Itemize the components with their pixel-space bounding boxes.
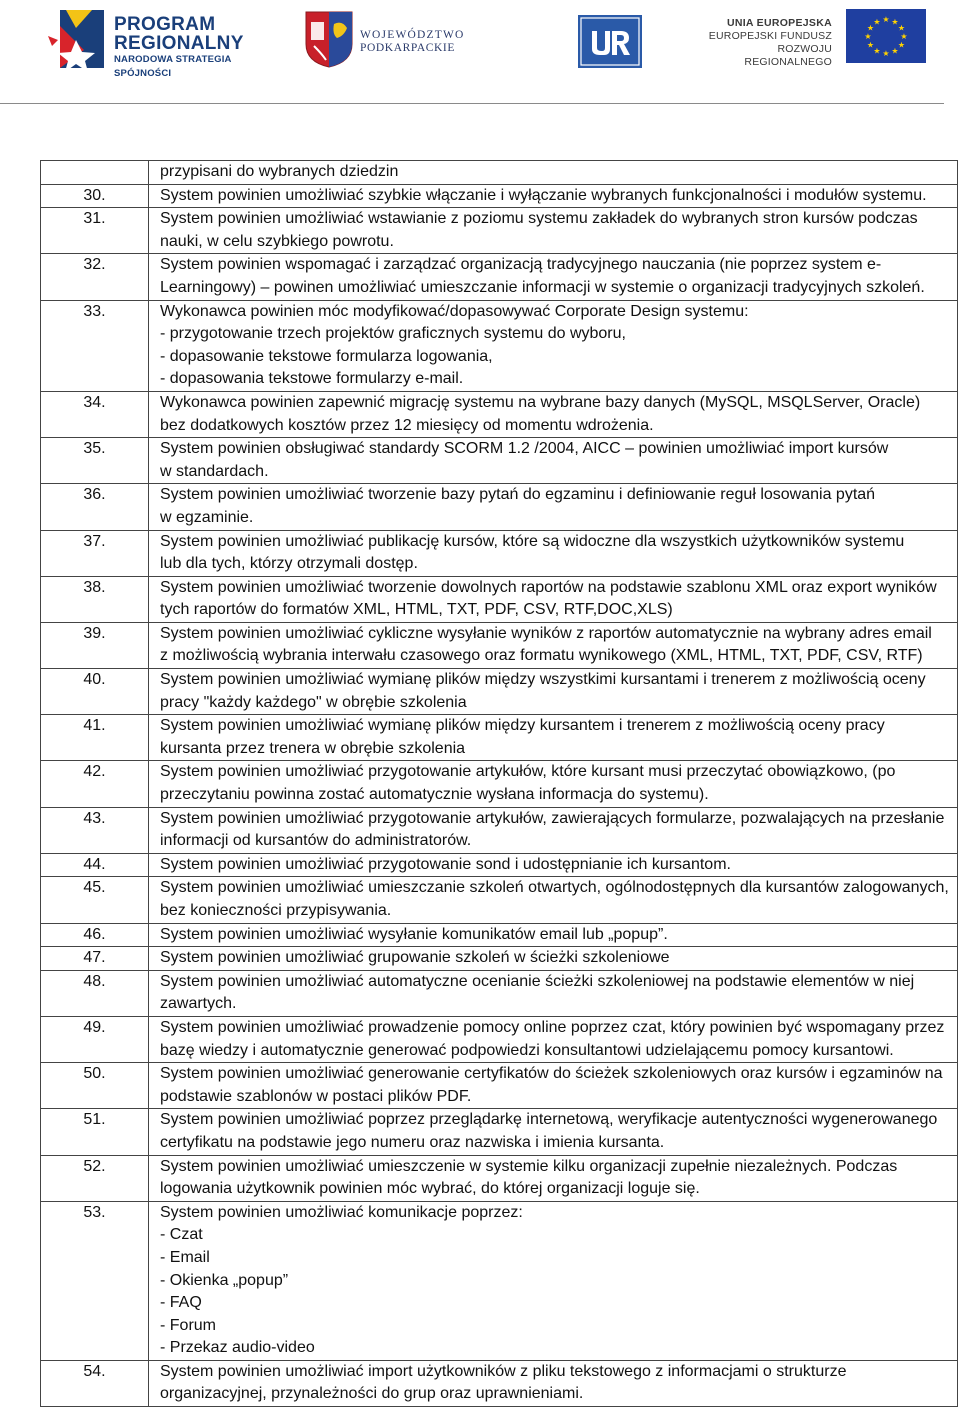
requirement-text	[149, 484, 958, 530]
requirement-text-line: System powinien obsługiwać standardy SCORM 1.2 /2004, AICC – powinien umożliwiać import kursów	[160, 440, 889, 458]
requirement-text	[149, 761, 958, 807]
requirement-text-line: podstawie szablonów w postaci plików PDF.	[160, 1087, 472, 1105]
eu-flag-icon	[846, 9, 926, 63]
requirement-text-line: - dopasowanie tekstowe formularza logowania,	[160, 347, 493, 365]
requirement-text-line: zawartych.	[160, 995, 237, 1013]
svg-text:★: ★	[897, 23, 906, 33]
svg-text:★: ★	[891, 17, 899, 27]
requirement-text-line: nauki, w celu szybkiego powrotu.	[160, 232, 394, 250]
requirement-number: 52.	[41, 1155, 149, 1201]
requirement-row	[41, 391, 958, 437]
requirement-number: 39.	[41, 622, 149, 668]
requirement-number: 49.	[41, 1016, 149, 1062]
requirement-text	[149, 877, 958, 923]
requirement-text	[149, 853, 958, 877]
requirement-text	[149, 1063, 958, 1109]
requirement-text-line: System powinien umożliwiać przygotowanie artykułów, zawierających formularze, pozwalających na przesłanie	[160, 809, 945, 827]
requirement-number: 40.	[41, 669, 149, 715]
requirement-text-line: organizacyjnej, przynależności do grup oraz uprawnieniami.	[160, 1385, 584, 1403]
requirement-text-line: Learningowy) – powinen umożliwiać umieszczanie informacji w systemie o organizacji tradycyjnych szkoleń.	[160, 278, 925, 296]
requirement-text-line: w standardach.	[160, 462, 269, 480]
requirement-text	[149, 300, 958, 391]
eu-logo-line2: EUROPEJSKI FUNDUSZ	[708, 30, 832, 42]
requirement-number: 51.	[41, 1109, 149, 1155]
requirement-number: 48.	[41, 970, 149, 1016]
requirement-text	[149, 715, 958, 761]
requirement-text	[149, 1109, 958, 1155]
requirement-row	[41, 853, 958, 877]
requirement-number: 33.	[41, 300, 149, 391]
requirement-text	[149, 576, 958, 622]
requirement-text-line: - FAQ	[160, 1294, 202, 1312]
requirement-text-line: certyfikatu na podstawie jego numeru oraz nazwiska i imienia kursanta.	[160, 1133, 665, 1151]
requirement-text-line: logowania użytkownik powinien móc wybrać, do której organizacji loguje się.	[160, 1180, 700, 1198]
requirement-row	[41, 576, 958, 622]
requirement-row	[41, 161, 958, 185]
requirement-text-line: System powinien umożliwiać grupowanie szkoleń w ścieżki szkoleniowe	[160, 949, 670, 967]
requirement-text-line: System powinien umożliwiać wysyłanie komunikatów email lub „popup”.	[160, 925, 668, 943]
requirement-row	[41, 530, 958, 576]
requirement-number: 54.	[41, 1360, 149, 1406]
requirement-row	[41, 254, 958, 300]
program-regionalny-logo	[46, 6, 276, 79]
requirement-number	[41, 161, 149, 185]
requirement-text-line: Wykonawca powinien zapewnić migrację systemu na wybrane bazy danych (MySQL, MSQLServer, Oracle)	[160, 393, 921, 411]
requirement-row	[41, 622, 958, 668]
requirement-text-line: System powinien umożliwiać umieszczenie w systemie kilku organizacji zupełnie niezależnych. Podczas	[160, 1157, 898, 1175]
requirement-number: 36.	[41, 484, 149, 530]
requirement-text-line: System powinien umożliwiać tworzenie bazy pytań do egzaminu i definiowanie reguł losowania pytań	[160, 486, 876, 504]
wojewodztwo-podkarpackie-logo	[304, 10, 474, 70]
requirement-row	[41, 484, 958, 530]
requirement-text	[149, 923, 958, 947]
requirement-text	[149, 254, 958, 300]
requirement-row	[41, 947, 958, 971]
svg-text:★: ★	[882, 49, 890, 58]
requirement-text-line: pracy "każdy każdego" w obrębie szkolenia	[160, 693, 467, 711]
requirement-row	[41, 1201, 958, 1360]
requirement-row	[41, 761, 958, 807]
requirement-text-line: System powinien umożliwiać przygotowanie artykułów, które kursant musi przeczytać obowiązkowo, (po	[160, 763, 896, 781]
requirement-text-line: tych raportów do formatów XML, HTML, TXT, PDF, CSV, RTF,DOC,XLS)	[160, 601, 673, 619]
requirement-text	[149, 161, 958, 185]
requirement-number: 30.	[41, 184, 149, 208]
requirement-text	[149, 807, 958, 853]
requirement-text-line: - dopasowania tekstowe formularzy e-mail.	[160, 370, 464, 388]
ur-university-icon	[578, 15, 642, 68]
svg-text:★: ★	[882, 15, 890, 24]
requirement-text-line: przypisani do wybranych dziedzin	[160, 163, 399, 180]
requirement-text-line: - przygotowanie trzech projektów graficznych systemu do wyboru,	[160, 325, 626, 343]
requirement-row	[41, 669, 958, 715]
requirement-text	[149, 208, 958, 254]
requirement-text-line: System powinien wspomagać i zarządzać organizacją tradycyjnego nauczania (nie poprzez system e-	[160, 256, 882, 274]
eu-logo-line1: UNIA EUROPEJSKA	[726, 17, 832, 29]
requirement-text-line: System powinien umożliwiać umieszczanie szkoleń otwartych, ogólnodostępnych dla kursantów zalogowanych,	[160, 879, 949, 897]
requirement-text-line: kursanta przez trenera w obrębie szkolenia	[160, 739, 466, 757]
requirement-text	[149, 1155, 958, 1201]
svg-text:★: ★	[866, 23, 875, 33]
requirement-text-line: przeczytaniu powinna zostać automatycznie wysłana informacja do systemu).	[160, 786, 709, 804]
requirement-text-line: bazę wiedzy i automatycznie generować podpowiedzi konsultantowi udzielającemu pomocy kursantowi.	[160, 1041, 894, 1059]
requirement-row	[41, 1109, 958, 1155]
requirement-row	[41, 1063, 958, 1109]
requirement-row	[41, 184, 958, 208]
program-logo-line1: PROGRAM	[114, 14, 216, 35]
requirements-table-body	[41, 161, 958, 1407]
requirement-text	[149, 184, 958, 208]
requirement-row	[41, 877, 958, 923]
svg-text:★: ★	[873, 17, 881, 27]
requirement-text-line: informacji od kursantów do administratorów.	[160, 832, 472, 850]
requirement-text-line: Wykonawca powinien móc modyfikować/dopasowywać Corporate Design systemu:	[160, 302, 749, 320]
requirement-row	[41, 1360, 958, 1406]
university-logo	[578, 15, 642, 68]
requirement-text-line: System powinien umożliwiać publikację kursów, które są widoczne dla wszystkich użytkowników systemu	[160, 532, 905, 550]
requirement-text-line: System powinien umożliwiać przygotowanie sond i udostępnianie ich kursantom.	[160, 855, 731, 873]
requirement-text	[149, 622, 958, 668]
voivodeship-logo-line2: PODKARPACKIE	[360, 42, 455, 54]
program-logo-line3: NARODOWA STRATEGIA SPÓJNOŚCI	[114, 54, 232, 79]
requirement-number: 43.	[41, 807, 149, 853]
requirement-text-line: System powinien umożliwiać poprzez przeglądarkę internetową, weryfikacje autentyczności wygenerowanego	[160, 1111, 938, 1129]
requirement-number: 44.	[41, 853, 149, 877]
requirement-text-line: - Przekaz audio-video	[160, 1339, 315, 1357]
requirement-row	[41, 208, 958, 254]
header-divider	[0, 103, 944, 104]
requirement-row	[41, 300, 958, 391]
requirement-number: 35.	[41, 438, 149, 484]
requirement-text-line: z możliwością wybrania interwału czasowego oraz formatu wynikowego (XML, HTML, TXT, PDF, CSV, RTF)	[160, 647, 923, 665]
requirements-table	[40, 160, 958, 1407]
requirement-text-line: - Email	[160, 1248, 210, 1266]
requirement-row	[41, 970, 958, 1016]
requirement-text-line: lub dla tych, którzy otrzymali dostęp.	[160, 555, 418, 573]
requirement-number: 46.	[41, 923, 149, 947]
requirement-text	[149, 970, 958, 1016]
requirement-number: 38.	[41, 576, 149, 622]
requirement-text	[149, 391, 958, 437]
requirement-text-line: - Czat	[160, 1226, 203, 1244]
requirement-row	[41, 715, 958, 761]
requirement-text	[149, 669, 958, 715]
requirement-row	[41, 1155, 958, 1201]
requirement-text-line: System powinien umożliwiać cykliczne wysyłanie wyników z raportów automatycznie na wybrany adres email	[160, 624, 932, 642]
logo-header	[0, 0, 960, 104]
requirement-text-line: - Okienka „popup”	[160, 1271, 289, 1289]
requirement-number: 31.	[41, 208, 149, 254]
svg-text:★: ★	[864, 32, 872, 41]
requirement-row	[41, 923, 958, 947]
svg-text:★: ★	[897, 40, 906, 50]
requirement-text	[149, 1201, 958, 1360]
coat-of-arms-icon	[304, 10, 354, 68]
requirement-text-line: System powinien umożliwiać tworzenie dowolnych raportów na podstawie szablonu XML oraz export wyników	[160, 578, 937, 596]
svg-text:★: ★	[900, 32, 908, 41]
svg-text:★: ★	[873, 46, 881, 56]
requirement-number: 47.	[41, 947, 149, 971]
requirement-text-line: System powinien umożliwiać wymianę plików między kursantem i trenerem z możliwością oceny pracy	[160, 717, 885, 735]
requirement-text-line: - Forum	[160, 1316, 216, 1334]
svg-text:★: ★	[891, 46, 899, 56]
requirement-text-line: System powinien umożliwiać generowanie certyfikatów do ścieżek szkoleniowych oraz kursów i egzaminów na	[160, 1065, 943, 1083]
requirement-number: 32.	[41, 254, 149, 300]
requirement-text	[149, 530, 958, 576]
requirement-text	[149, 1360, 958, 1406]
requirement-row	[41, 438, 958, 484]
requirement-text-line: w egzaminie.	[160, 508, 254, 526]
voivodeship-logo-line1: WOJEWÓDZTWO	[360, 29, 465, 41]
requirement-text-line: System powinien umożliwiać automatyczne ocenianie ścieżki szkoleniowej na podstawie elementów w niej	[160, 972, 915, 990]
requirement-number: 50.	[41, 1063, 149, 1109]
requirement-text-line: bez konieczności przypisywania.	[160, 902, 392, 919]
eu-fund-logo	[706, 9, 932, 68]
requirement-number: 41.	[41, 715, 149, 761]
requirement-text-line: System powinien umożliwiać wstawianie z poziomu systemu zakładek do wybranych stron kursów podczas	[160, 210, 918, 228]
program-star-icon	[46, 6, 108, 72]
requirement-number: 53.	[41, 1201, 149, 1360]
requirement-text	[149, 947, 958, 971]
requirement-number: 45.	[41, 877, 149, 923]
requirement-number: 42.	[41, 761, 149, 807]
requirement-number: 37.	[41, 530, 149, 576]
svg-text:★: ★	[866, 40, 875, 50]
requirement-text-line: System powinien umożliwiać komunikacje poprzez:	[160, 1203, 523, 1221]
requirement-text-line: bez dodatkowych kosztów przez 12 miesięcy od momentu wdrożenia.	[160, 416, 654, 434]
requirement-row	[41, 807, 958, 853]
requirement-text-line: System powinien umożliwiać szybkie włączanie i wyłączanie wybranych funkcjonalności i modułów systemu.	[160, 186, 927, 204]
requirement-text-line: System powinien umożliwiać import użytkowników z pliku tekstowego z informacjami o strukturze	[160, 1362, 847, 1380]
requirement-text-line: System powinien umożliwiać wymianę plików między wszystkimi kursantami i trenerem z możliwością oceny	[160, 671, 926, 689]
program-logo-line2: REGIONALNY	[114, 33, 244, 54]
requirement-number: 34.	[41, 391, 149, 437]
requirement-text	[149, 1016, 958, 1062]
requirement-text	[149, 438, 958, 484]
requirement-text-line: System powinien umożliwiać prowadzenie pomocy online poprzez czat, który powinien być wspomagany przez	[160, 1018, 945, 1036]
requirement-row	[41, 1016, 958, 1062]
eu-logo-line3: ROZWOJU REGIONALNEGO	[744, 43, 832, 68]
